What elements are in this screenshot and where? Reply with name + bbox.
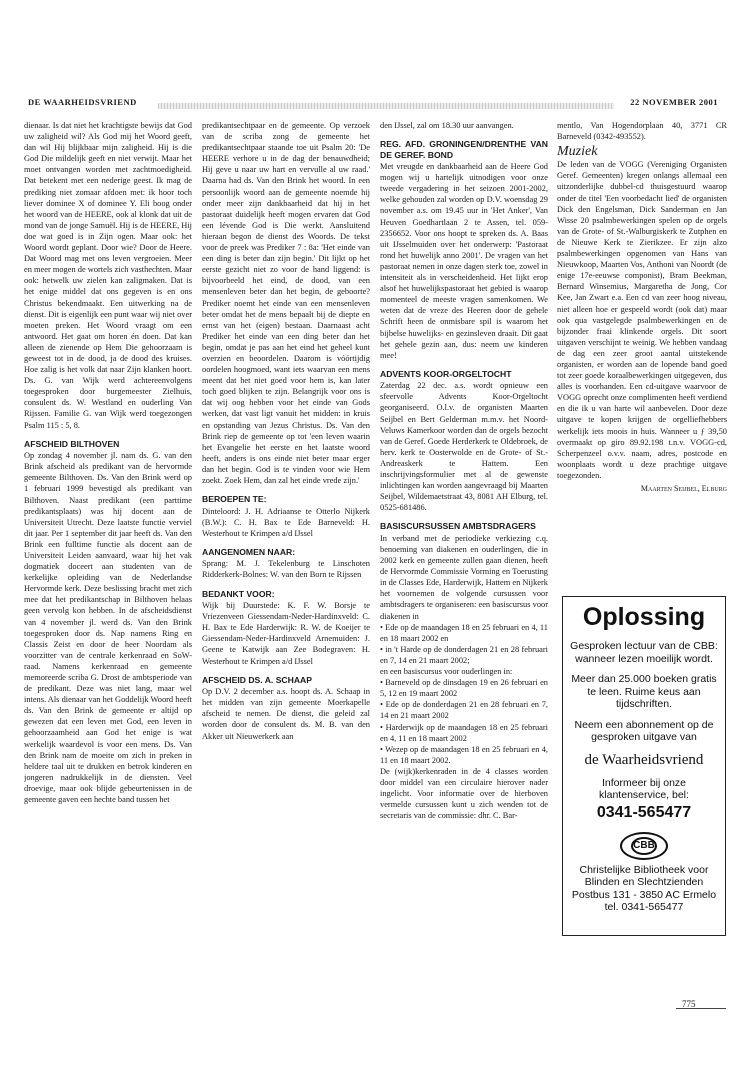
column-2 — [202, 120, 370, 990]
ad-line: Meer dan 25.000 boeken gratis te leen. Ruime keus aan tijdschriften. — [571, 673, 717, 710]
heading-reg-afd: REG. AFD. GRONINGEN/DRENTHE VAN DE GEREF. BOND — [380, 139, 548, 160]
logo-text: CBB — [631, 837, 657, 855]
ad-line: Neem een abonnement op de gesproken uitgave van — [574, 718, 714, 743]
publication-name: DE WAARHEIDSVRIEND — [28, 97, 137, 107]
page-number-rule — [676, 1008, 726, 1009]
article-advents: Zaterdag 22 dec. a.s. wordt opnieuw een sfeervolle Advents Koor-Orgeltocht georganiseerd. O.l.v. de organisten Maarten Seijbel en Bert Gelderman m.m.v. het Noord-Veluws Kamerkoor worden dan de orgels bezocht van de Geref. Goede Herderkerk te Oldebroek, de herv. kerk te Oosterwolde en de Grote- of St.-Andreaskerk te Hattem. Een inschrijvingsformulier met al de gewenste inlichtingen kan worden aangevraagd bij Maarten Seijbel, Wildemaetstraat 43, 8081 AH Elburg, tel. 0525-681486. — [380, 381, 548, 513]
ad-brand: de Waarheidsvriend — [584, 751, 704, 768]
ad-line: Gesproken lectuur van de CBB: wanneer lezen moeilijk wordt. — [570, 640, 718, 665]
column-3 — [380, 120, 548, 990]
ad-phone: 0341-565477 — [596, 803, 692, 821]
column-1 — [24, 120, 192, 990]
list-item: en een basiscursus voor ouderlingen in: — [380, 667, 513, 677]
list-item: • Barneveld op de dinsdagen 19 en 26 februari en 5, 12 en 19 maart 2002 — [380, 678, 548, 699]
beroepen-list: Dinteloord: J. H. Adriaanse te Otterlo Nijkerk (B.W.): C. H. Bax te Ede Barneveld: H. Westerhout te Krimpen a/d IJssel — [202, 506, 370, 538]
article-basiscursussen-outro: De (wijk)kerkenraden in de 4 classes worden door middel van een circulaire hierover nader ingelicht. Voor informatie over de hierboven vermelde cursussen kunt u zich wenden tot de secretaris van de commissie: dhr. C. Bar- — [380, 766, 548, 821]
article-continued: predikantsechtpaar en de gemeente. Op verzoek van de scriba zong de gemeente het predikantsechtpaar staande toe uit Psalm 20: 'De HEERE verhore u in de dag der benauwdheid; Hij geve u naar uw hart en vervulle al uw raad.' Daarna had ds. Van den Brink het woord. In een persoonlijk woord aan de gemeente noemde hij onder meer zijn dankbaarheid dat hij in het pastoraat duidelijk heeft mogen ervaren dat God een lévende God is Die werkt. Aansluitend hieraan begon de dienst des Woords. De tekst voor de preek was Prediker 7 : 8a: 'Het einde van een ding is beter dan zijn begin.' Dit lijkt op het eerste gezicht niet zo voor de hand liggend: is bijvoorbeeld het eind, de dood, van een mensenleven beter dan het begin, de geboorte? Prediker noemt het einde van een mensenleven beter omdat het de mens bepaalt bij de diepte en ernst van het (eigen) bestaan. Daarnaast acht Prediker het einde van een ding beter dan het begin, omdat je pas aan het eind het geheel kunt overzien en beoordelen. Daarom is vóórtijdig oordelen hoogmoed, want iets waarvan een mens meent dat het niet goed voor hem is, kan later toch goed blijken te zijn. Belangrijk voor ons is dat wij oog hebben voor het einde van Gods werken, dat vast ligt vanuit het midden: in kruis en opstanding van Jezus Christus. Ds. Van den Brink riep de gemeente op tot 'een leven waarin het Evangelie het eerste en het laatste woord heeft, anders is ons einde niet beter maar erger dan het begin. God is te vinden voor wie Hem zoekt. Zoek Hem, dan zal het einde vrede zijn.' — [202, 121, 370, 485]
heading-aangenomen: AANGENOMEN NAAR: — [202, 546, 296, 557]
list-item: • Harderwijk op de maandagen 18 en 25 februari en 4, 11 en 18 maart 2002 — [380, 722, 548, 743]
heading-afscheid-bilthoven: AFSCHEID BILTHOVEN — [24, 438, 120, 449]
article-basiscursussen: In verband met de periodieke verkiezing c.q. benoeming van diakenen en ouderlingen, die in 2002 kerk en gemeente zullen gaan dienen, heeft de Hervormde Commissie Vorming en Toerusting in de Classes Ede, Harderwijk, Hattem en Nijkerk het voornemen de volgende cursussen voor ambtsdragers te organiseren: een basiscursus voor diakenen in — [380, 533, 548, 621]
heading-afscheid-schaap: AFSCHEID DS. A. SCHAAP — [202, 674, 312, 685]
list-item: • Wezep op de maandagen 18 en 25 februari en 4, 11 en 18 maart 2002. — [380, 744, 548, 765]
running-header — [28, 97, 718, 113]
advertisement-cbb — [562, 596, 726, 936]
author-signature: Maarten Seijbel, Elburg — [640, 484, 727, 493]
article-continued: mentlo, Van Hogendorplaan 40, 3771 CR Barneveld (0342-493552). — [557, 121, 727, 142]
heading-muziek: Muziek — [557, 144, 598, 160]
list-item: • Ede op de maandagen 18 en 25 februari en 4, 11 en 18 maart 2002 en — [380, 622, 548, 643]
heading-beroepen: BEROEPEN TE: — [202, 494, 267, 505]
ad-footer: Christelijke Bibliotheek voor Blinden en Slechtzienden Postbus 131 - 3850 AC Ermelo tel. 0341-565477 — [571, 863, 717, 913]
article-reg-afd: Met vreugde en dankbaarheid aan de Heere God mogen wij u hartelijk uitnodigen voor onze tweede vergadering in het seizoen 2001-2002, welke gehouden zal worden op D.V. woensdag 29 november a.s. om 19.45 uur in 'Het Anker', Van Heuven Goedhartlaan 2 te Assen, tel. 059-2356652. Voor ons hoopt te spreken ds. A. Baas uit IJsselmuiden over het onderwerp: 'Pastoraat rond het huwelijk anno 2001'. De vragen van het pastoraat nemen in onze dagen sterk toe, zowel in intensiteit als in verscheidenheid. Het lijkt erop alsof het huwelijkspastoraat het gebied is waarop momenteel de meeste vragen samenkomen. We weten dat de vreze des Heeren door de gehele Schrift heen de onmisbare spil is waarom het bijbelse huwelijks- en gezinsleven draait. Dit gaat het gehele gezin aan, dus: neem uw kinderen mee! — [380, 162, 548, 360]
article-muziek: De leden van de VOGG (Vereniging Organisten Geref. Gemeenten) kregen onlangs allemaal een uitzonderlijke dubbel-cd thuisgestuurd waarop onder de titel 'Een voorbedacht lied' de organisten Dick den Engelsman, Dick Sanderman en Jan Wisse 20 psalmbewerkingen spelen op de orgels van de Grote- of St.-Walburgiskerk te Zutphen en de Nieuwe Kerk te Zierikzee. Er zijn alzo psalmbewerkingen opgenomen van Hans van Nieuwkoop, Maarten Vos, Anthoni van Noordt (de enige 17e-eeuwse componist), Bram Beekman, Bernard Winsemius, Margaretha de Jong, Cor Kee, Jan Zwart e.a. Een cd van zeer hoog niveau, niet alleen hoe er gespeeld wordt (ook dat) maar ook qua vastgelegde psalmbewerkingen en de bijzonder fraai klinkende orgels. Dit soort uitgaven verschijnt te weinig. We hebben vandaag de dag een zeer groot aantal uitstekende organisten, er worden aan de lopende band goed tot zeer goede koraalbewerkingen uitgegeven, dus alles is voorhanden. Een cd-uitgave waarvoor de VOGG oprecht onze complimenten heeft verdiend en die ik u van harte wil aanbevelen. Door deze uitgave te kopen krijgen de orgelliefhebbers werkelijk iets moois in huis. Wanneer u ƒ 39,50 overmaakt op giro 89.92.198 t.n.v. VOGG-cd, Scherpenzeel o.v.v. naam, adres, postcode en woonplaats wordt u deze prachtige uitgave toegezonden. — [557, 160, 727, 480]
heading-bedankt: BEDANKT VOOR: — [202, 588, 275, 599]
list-item: • in 't Harde op de donderdagen 21 en 28 februari en 7, 14 en 21 maart 2002; — [380, 644, 548, 665]
ad-line: Informeer bij onze klantenservice, bel: — [599, 776, 689, 801]
article-afscheid-schaap: Op D.V. 2 december a.s. hoopt ds. A. Schaap in het midden van zijn gemeente Moerkapelle afscheid te nemen. De dienst, die geleid zal worden door de consulent ds. M. B. van den Akker uit Nieuwerkerk aan — [202, 687, 370, 741]
ad-title: Oplossing — [582, 603, 706, 631]
heading-advents: ADVENTS KOOR-ORGELTOCHT — [380, 368, 512, 379]
article-continued: den IJssel, zal om 18.30 uur aanvangen. — [380, 121, 514, 130]
page-number: 775 — [682, 999, 696, 1009]
list-item: • Ede op de donderdagen 21 en 28 februari en 7, 14 en 21 maart 2002 — [380, 700, 548, 721]
heading-basiscursussen: BASISCURSUSSEN AMBTSDRAGERS — [380, 521, 536, 532]
header-rule — [158, 103, 614, 109]
issue-date: 22 NOVEMBER 2001 — [630, 97, 718, 107]
sermon-text: dienaar. Is dat niet het krachtigste bewijs dat God uw zaligheid wil? Als God mij het Woord geeft, dan wil Hij blijkbaar mijn zaligheid. Hij is die God Die mildelijk geeft en niet verwijt. Maar het moet ontvangen worden met zachtmoedigheid. Dat betekent met een nederige geest. Ik mag de prediking niet zomaar afdoen met: ik hoor toch liever dominee X of dominee Y. Eli boog onder het woord van de HEERE, ook al klonk dat uit de mond van de jonge Samuël. Hij is de HEERE, Hij doe wat goed is in Zijn ogen. Maar ook: het Woord wordt geplant. Door wie? Door de Heere. Dat Woord mag met ons leven vergroeien. Meer en meer mogen de wortels zich vasthechten. Maar ook: hetwelk uw zielen kan zaligmaken. Dat is het enige middel dat ons gegeven is en ons Christus bekendmaakt. Een uitwerking na de dienst. Dit is eigenlijk een punt waar wij niet over moeten preken. Het Woord vraagt om een antwoord. Het gaat om horen én doen. Dat kan alleen de zienende op Hem Die gehoorzaam is geweest tot in de dood, ja de dood des kruises. Hoe zalig is het volk dat naar Zijn klanken hoort. Ds. G. van Wijk werd achtereenvolgens toegesproken door burgemeester Zielhuis, consulent ds. W. Westland en ouderling Van Rijssen. Familie G. van Wijk werd toegezongen Psalm 115 : 5, 8. — [24, 121, 192, 430]
bedankt-list: Wijk bij Duurstede: K. F. W. Borsje te Vriezenveen Giessendam-Neder-Hardinxveld: C. H. Bax te Ede Harderwijk: R. W. de Koeijer te Giessendam-Neder-Hardinxveld Arnemuiden: J. Geene te Katwijk aan Zee Bodegraven: H. Westerhout te Krimpen a/d IJssel — [202, 601, 370, 666]
cbb-logo-icon — [620, 832, 668, 860]
article-afscheid-bilthoven: Op zondag 4 november jl. nam ds. G. van den Brink afscheid als predikant van de hervormde gemeente Bilthoven. Ds. Van den Brink werd op 1 februari 1999 bevestigd als predikant van Bilthoven. Naast predikant (een parttime predikantsplaats) was hij docent aan de Universiteit Utrecht. Deze laatste functie verviel dit jaar. Per 1 september dit jaar heeft ds. Van den Brink een fulltime functie als docent aan de Universiteit Leiden aanvaard, waar hij het vak dogmatiek doceert aan studenten van de kerkelijke opleiding van de Nederlandse Hervormde kerk. Deze beslissing bracht met zich mee dat het predikantschap in Bilthoven helaas geen vervolg kon hebben. In de afscheidsdienst van 4 november jl. werd ds. Van den Brink toegesproken door ds. Nap namens Ring en Classis Zeist en door de heer Noordam als voorzitter van de centrale kerkenraad en SoW-raad. Namens kerkenraad en gemeente memoreerde scriba G. Drost de ambtsperiode van de predikant. Deze was niet lang, maar wel intens. Als dienaar van het Goddelijk Woord heeft ds. Van den Brink de gemeente er altijd op gewezen dat een leven met God, een leven in gehoorzaamheid aan God het enige is wat werkelijk waardevol is voor een mens. Ds. Van den Brink nam de moeite om zich in preken in heldere taal uit te drukken en betrok kinderen en jongeren nadrukkelijk in de diensten. Veel droevige, maar ook blijde gebeurtenissen in de gemeente gaven een hechte band tussen het — [24, 451, 192, 805]
aangenomen-list: Sprang: M. J. Tekelenburg te Linschoten Ridderkerk-Bolnes: W. van den Born te Rijssen — [202, 559, 370, 580]
column-4 — [557, 120, 727, 580]
